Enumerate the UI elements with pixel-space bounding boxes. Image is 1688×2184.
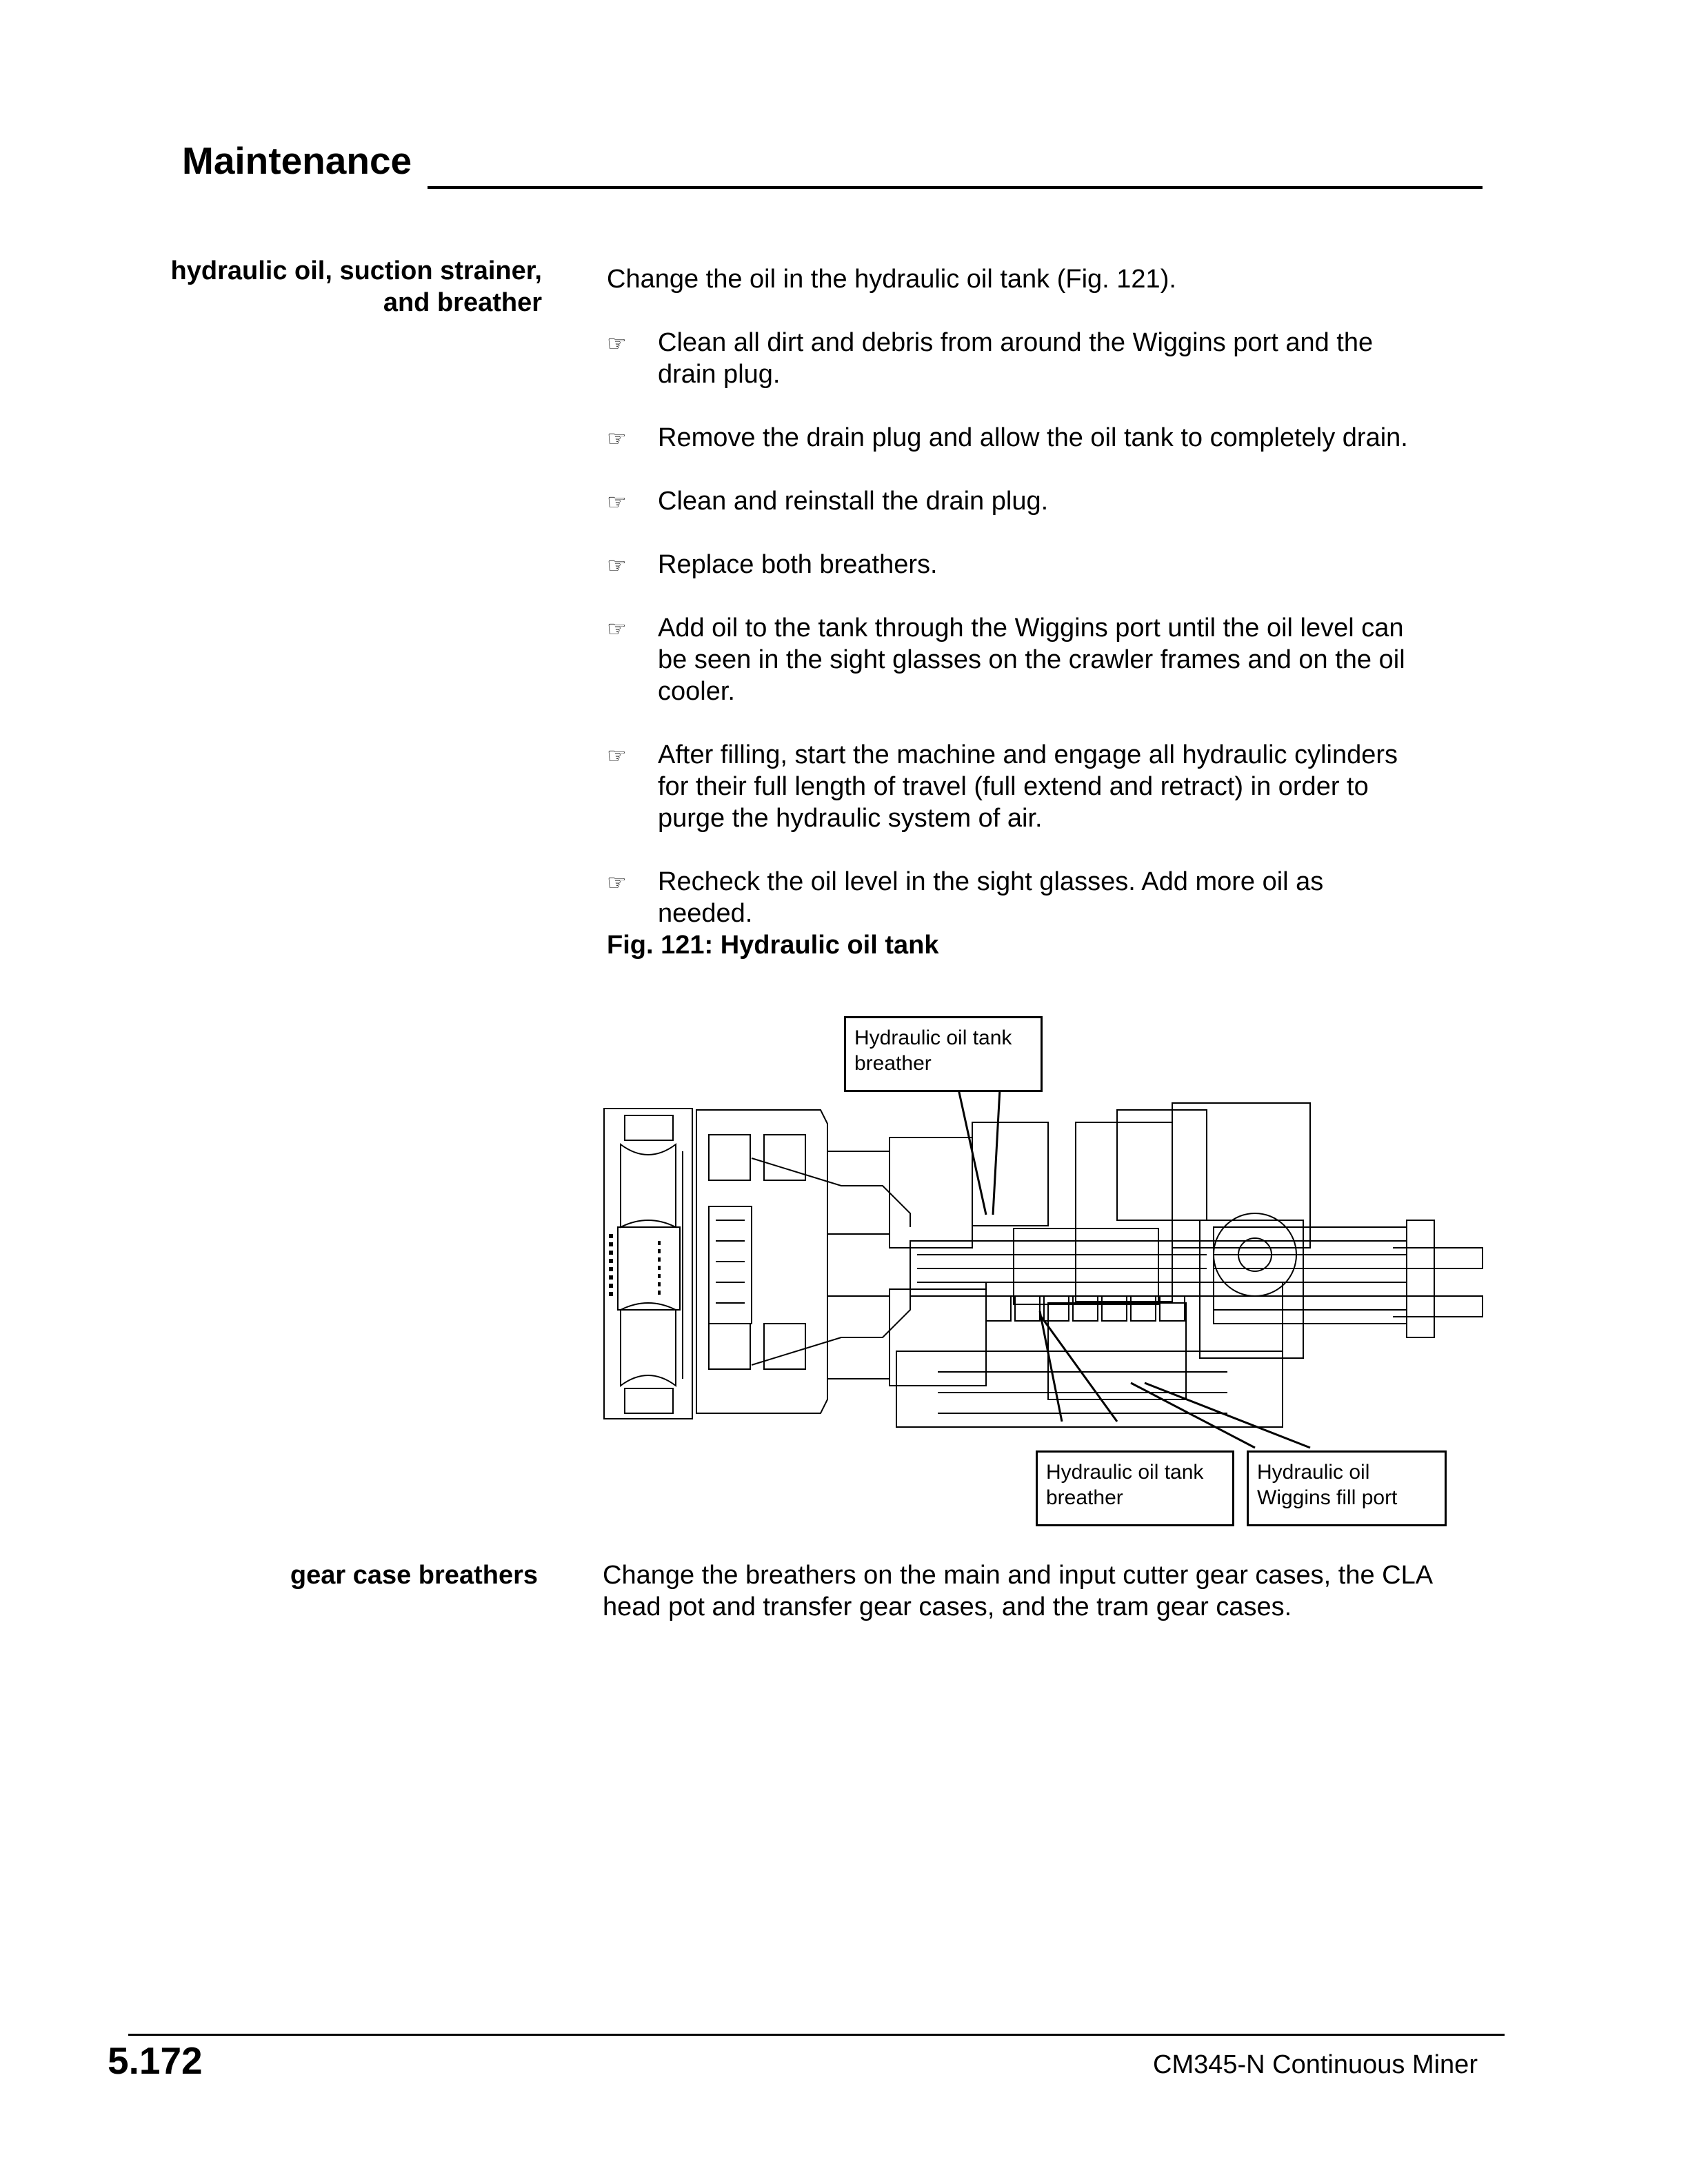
step-text: Clean all dirt and debris from around the Wiggins port and the drain plug. — [658, 328, 1374, 389]
section-heading-line-2: and breather — [383, 288, 542, 317]
pointing-hand-icon: ☞ — [607, 425, 627, 452]
step-text: Recheck the oil level in the sight glasses. Add more oil as needed. — [658, 867, 1324, 928]
step-text: Clean and reinstall the drain plug. — [658, 487, 1049, 516]
document-name: CM345-N Continuous Miner — [1153, 2050, 1478, 2079]
section-heading-gear-case: gear case breathers — [290, 1561, 538, 1590]
main-frame — [827, 1103, 1483, 1427]
callout-wiggins-fill-port: Hydraulic oil Wiggins fill port — [1247, 1450, 1447, 1526]
intro-text: Change the oil in the hydraulic oil tank (Fig. 121). — [607, 265, 1176, 294]
callout-top-breather: Hydraulic oil tank breather — [844, 1016, 1043, 1092]
page-title: Maintenance — [182, 139, 412, 182]
step-text: Add oil to the tank through the Wiggins port until the oil level can be seen in the sight glasses on the crawler frames and on the oil cooler. — [658, 614, 1405, 706]
header-rule — [428, 186, 1483, 189]
section-heading-hydraulic-oil — [138, 255, 542, 318]
cutter-boom — [696, 1110, 910, 1413]
pointing-hand-icon: ☞ — [607, 330, 627, 356]
figure-caption: Fig. 121: Hydraulic oil tank — [607, 931, 939, 960]
page-number: 5.172 — [108, 2039, 203, 2082]
gear-case-text: Change the breathers on the main and input cutter gear cases, the CLA head pot and transfer gear cases, and the tram gear cases. — [603, 1561, 1431, 1621]
callout-bottom-breather: Hydraulic oil tank breather — [1036, 1450, 1234, 1526]
step-text: Replace both breathers. — [658, 550, 938, 579]
step-text: After filling, start the machine and engage all hydraulic cylinders for their full length of travel (full extend and retract) in order to purge the hydraulic system of air. — [658, 740, 1398, 833]
step-text: Remove the drain plug and allow the oil tank to completely drain. — [658, 423, 1408, 452]
leader-line — [993, 1089, 1000, 1215]
footer-rule — [128, 2034, 1505, 2036]
leader-line — [1041, 1317, 1117, 1422]
pointing-hand-icon: ☞ — [607, 869, 627, 896]
pointing-hand-icon: ☞ — [607, 616, 627, 642]
section-heading-line-1: hydraulic oil, suction strainer, — [170, 256, 542, 285]
pointing-hand-icon: ☞ — [607, 489, 627, 515]
pointing-hand-icon: ☞ — [607, 742, 627, 769]
leader-line — [1040, 1311, 1062, 1422]
pointing-hand-icon: ☞ — [607, 552, 627, 578]
cutter-drum — [604, 1109, 692, 1419]
